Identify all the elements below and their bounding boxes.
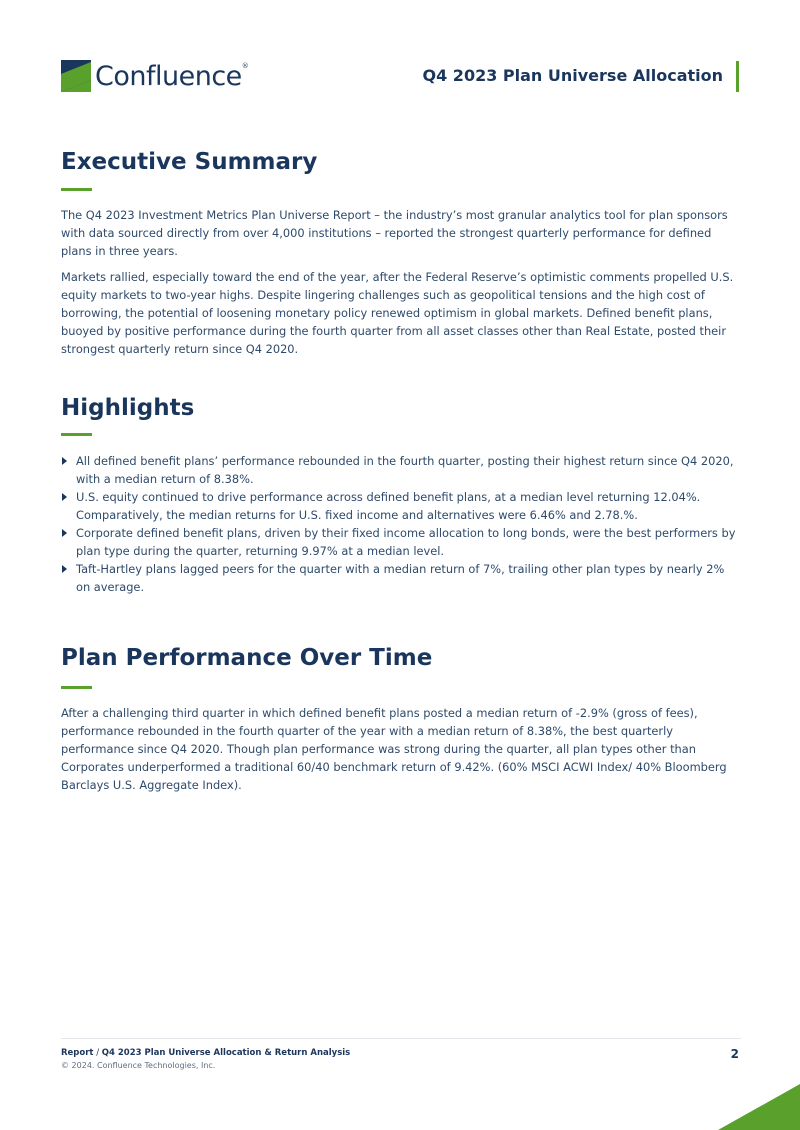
footer-copyright: © 2024. Confluence Technologies, Inc.: [61, 1061, 216, 1070]
highlights-accent: [61, 433, 92, 436]
title-accent-rule: [736, 61, 739, 92]
footer-divider: [61, 1038, 741, 1039]
plan-performance-paragraph: After a challenging third quarter in which defined benefit plans posted a median return of -2.9% (gross of fees), performance rebounded in the fourth quarter of the year with a median return of 8.38%, the best quarterly performance since Q4 2020. Though plan performance was strong during the quarter, all plan types other than Corporates underperformed a traditional 60/40 benchmark return of 9.42%. (60% MSCI ACWI Index/ 40% Bloomberg Barclays U.S. Aggregate Index).: [61, 706, 727, 792]
bullet-arrow-icon: [62, 565, 67, 573]
corner-triangle-decoration: [718, 1084, 800, 1130]
bullet-arrow-icon: [62, 493, 67, 501]
plan-performance-heading: Plan Performance Over Time: [61, 645, 433, 671]
bullet-arrow-icon: [62, 457, 67, 465]
highlights-heading: Highlights: [61, 395, 195, 421]
footer-report-title: Report / Q4 2023 Plan Universe Allocation & Return Analysis: [61, 1048, 351, 1058]
page-number: 2: [730, 1047, 739, 1061]
executive-summary-paragraph-1: The Q4 2023 Investment Metrics Plan Universe Report – the industry’s most granular analytics tool for plan sponsors with data sourced directly from over 4,000 institutions – reported the strongest quarterly performance for defined plans in three years.: [61, 208, 728, 258]
executive-summary-heading: Executive Summary: [61, 149, 318, 175]
executive-summary-accent: [61, 188, 92, 191]
confluence-logo-mark-icon: [61, 60, 91, 92]
highlight-item: Taft-Hartley plans lagged peers for the quarter with a median return of 7%, trailing other plan types by nearly 2% on average.: [61, 560, 741, 596]
highlights-list: [61, 452, 741, 596]
plan-performance-accent: [61, 686, 92, 689]
executive-summary-paragraph-2: Markets rallied, especially toward the end of the year, after the Federal Reserve’s optimistic comments propelled U.S. equity markets to two-year highs. Despite lingering challenges such as geopolitical tensions and the high cost of borrowing, the potential of loosening monetary policy renewed optimism in global markets. Defined benefit plans, buoyed by positive performance during the fourth quarter from all asset classes other than Real Estate, posted their strongest quarterly return since Q4 2020.: [61, 270, 734, 356]
highlight-item: All defined benefit plans’ performance rebounded in the fourth quarter, posting their highest return since Q4 2020, with a median return of 8.38%.: [61, 452, 741, 488]
highlight-item: U.S. equity continued to drive performance across defined benefit plans, at a median level returning 12.04%. Comparatively, the median returns for U.S. fixed income and alternatives were 6.46% and 2.78.%.: [61, 488, 741, 524]
confluence-wordmark: Confluence®: [95, 60, 249, 92]
document-title: Q4 2023 Plan Universe Allocation: [422, 66, 723, 85]
bullet-arrow-icon: [62, 529, 67, 537]
confluence-logo: [61, 59, 248, 93]
highlight-item: Corporate defined benefit plans, driven by their fixed income allocation to long bonds, were the best performers by plan type during the quarter, returning 9.97% at a median level.: [61, 524, 741, 560]
